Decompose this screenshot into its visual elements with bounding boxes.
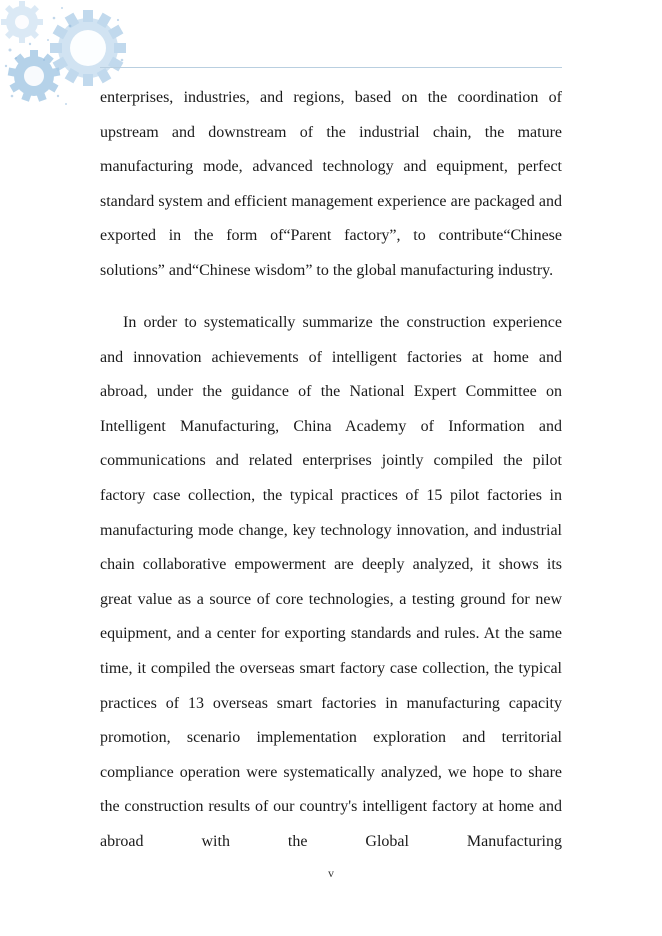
header-rule [100,67,562,68]
body-paragraph-2: In order to systematically summarize the construction experience and innovation achievements of intelligent factories at home and abroad, under the guidance of the National Expert Committee on Intelligent Manufacturing, China Academy of Information and communications and related enterprises jointly compiled the pilot factory case collection, the typical practices of 15 pilot factories in manufacturing mode change, key technology innovation, and industrial chain collaborative empowerment are deeply analyzed, it shows its great value as a source of core technologies, a testing ground for new equipment, and a center for exporting standards and rules. At the same time, it compiled the overseas smart factory case collection, the typical practices of 13 overseas smart factories in manufacturing capacity promotion, scenario implementation exploration and territorial compliance operation were systematically analyzed, we hope to share the construction results of our country's intelligent factory at home and abroad with the Global Manufacturing [100,314,562,850]
page-number: v [328,866,334,880]
body-paragraph-1: enterprises, industries, and regions, based on the coordination of upstream and downstream of the industrial chain, the mature manufacturing mode, advanced technology and equipment, perfect standard system and efficient management experience are packaged and exported in the form of“Parent factory”, to contribute“Chinese solutions” and“Chinese wisdom” to the global manufacturing industry. [100,89,562,279]
